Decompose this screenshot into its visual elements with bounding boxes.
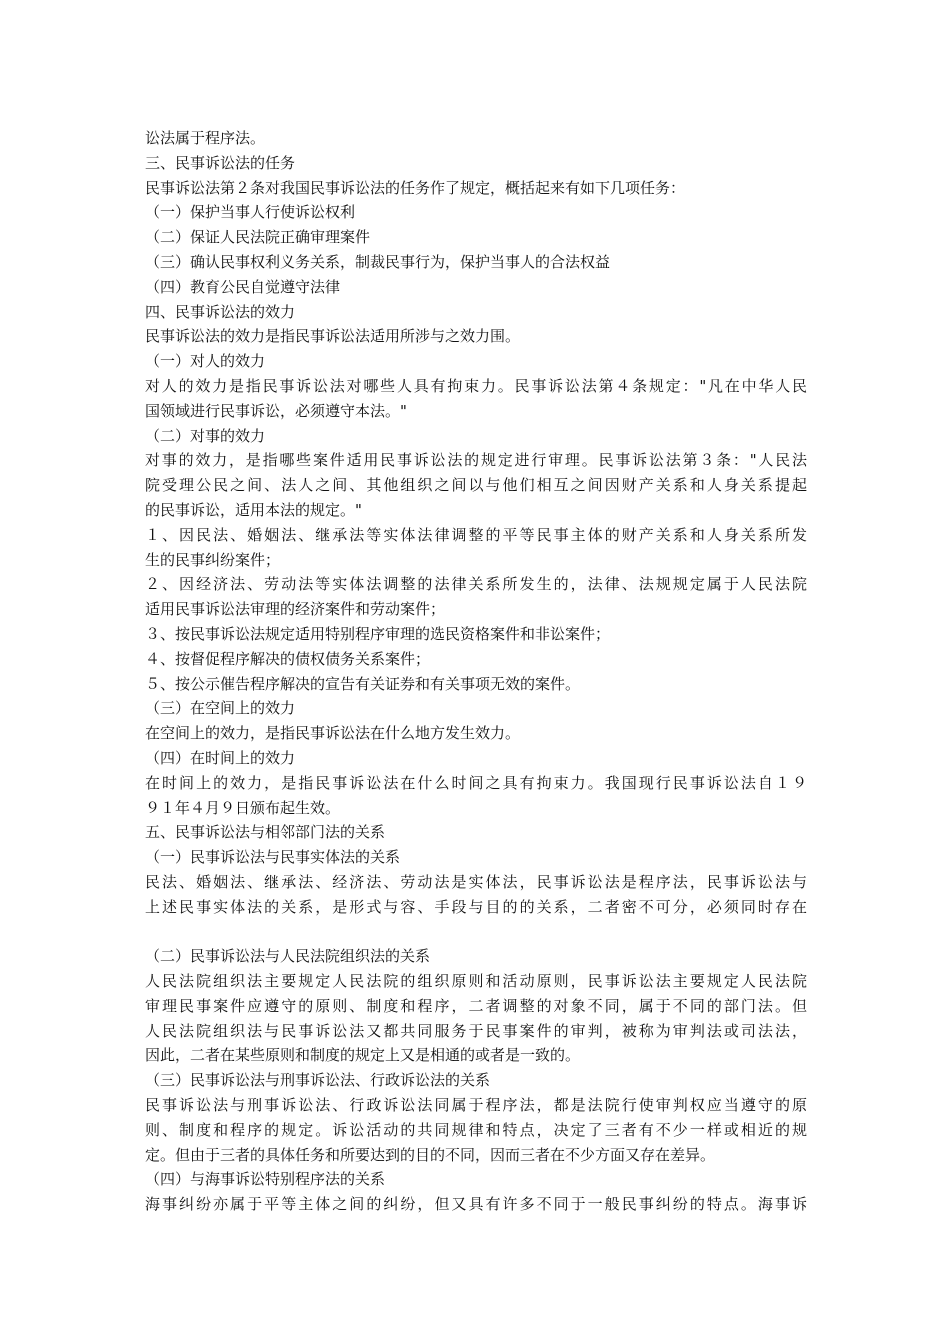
text-line: 民法、婚姻法、继承法、经济法、劳动法是实体法，民事诉讼法是程序法，民事诉讼法与	[145, 872, 807, 891]
text-line: ４、按督促程序解决的债权债务关系案件；	[145, 649, 431, 668]
text-line: 海事纠纷亦属于平等主体之间的纠纷，但又具有许多不同于一般民事纠纷的特点。海事诉	[145, 1195, 807, 1214]
text-line: 因此，二者在某些原则和制度的规定上又是相通的或者是一致的。	[145, 1046, 581, 1065]
text-line: 国领域进行民事诉讼，必须遵守本法。"	[145, 401, 407, 420]
text-line: （四）与海事诉讼特别程序法的关系	[145, 1170, 386, 1189]
text-line: 民事诉讼法与刑事诉讼法、行政诉讼法同属于程序法，都是法院行使审判权应当遵守的原	[145, 1096, 807, 1115]
text-line: 三、民事诉讼法的任务	[145, 153, 296, 172]
text-line	[145, 920, 807, 945]
text-line: （三）民事诉讼法与刑事诉讼法、行政诉讼法的关系	[145, 1071, 491, 1090]
text-line: 五、民事诉讼法与相邻部门法的关系	[145, 823, 386, 842]
text-line: ９１年４月９日颁布起生效。	[145, 798, 341, 817]
text-line: 民事诉讼法第２条对我国民事诉讼法的任务作了规定，概括起来有如下几项任务：	[145, 178, 686, 197]
text-line: 在空间上的效力，是指民事诉讼法在什么地方发生效力。	[145, 724, 521, 743]
text-line: 生的民事纠纷案件；	[145, 550, 281, 569]
text-line: （三）在空间上的效力	[145, 699, 296, 718]
text-line: １、因民法、婚姻法、继承法等实体法律调整的平等民事主体的财产关系和人身关系所发	[145, 525, 807, 544]
text-line: （四）在时间上的效力	[145, 748, 296, 767]
text-line: 民事诉讼法的效力是指民事诉讼法适用所涉与之效力围。	[145, 327, 521, 346]
text-line: ５、按公示催告程序解决的宣告有关证券和有关事项无效的案件。	[145, 674, 581, 693]
text-line: ２、因经济法、劳动法等实体法调整的法律关系所发生的，法律、法规规定属于人民法院	[145, 575, 807, 594]
text-line: 定。但由于三者的具体任务和所要达到的目的不同，因而三者在不少方面又存在差异。	[145, 1145, 716, 1164]
text-line: （一）保护当事人行使诉讼权利	[145, 203, 356, 222]
text-line: 四、民事诉讼法的效力	[145, 302, 296, 321]
text-line: （一）对人的效力	[145, 352, 266, 371]
text-line: ３、按民事诉讼法规定适用特别程序审理的选民资格案件和非讼案件；	[145, 624, 611, 643]
text-line: 上述民事实体法的关系，是形式与容、手段与目的的关系，二者密不可分，必须同时存在	[145, 897, 807, 916]
text-line: 在时间上的效力，是指民事诉讼法在什么时间之具有拘束力。我国现行民事诉讼法自１９	[145, 773, 807, 792]
text-line: 院受理公民之间、法人之间、其他组织之间以与他们相互之间因财产关系和人身关系提起	[145, 476, 807, 495]
text-line: （三）确认民事权利义务关系，制裁民事行为，保护当事人的合法权益	[145, 252, 611, 271]
document-body	[145, 126, 807, 1217]
text-line: 适用民事诉讼法审理的经济案件和劳动案件；	[145, 600, 446, 619]
text-line: 人民法院组织法与民事诉讼法又都共同服务于民事案件的审判，被称为审判法或司法法，	[145, 1021, 807, 1040]
text-line: 人民法院组织法主要规定人民法院的组织原则和活动原则，民事诉讼法主要规定人民法院	[145, 972, 807, 991]
text-line: 的民事诉讼，适用本法的规定。"	[145, 500, 362, 519]
text-line: （二）民事诉讼法与人民法院组织法的关系	[145, 947, 431, 966]
text-line: 对事的效力，是指哪些案件适用民事诉讼法的规定进行审理。民事诉讼法第３条："人民法	[145, 451, 807, 470]
text-line: （四）教育公民自觉遵守法律	[145, 277, 341, 296]
text-line: 审理民事案件应遵守的原则、制度和程序，二者调整的对象不同，属于不同的部门法。但	[145, 996, 807, 1015]
text-line: （一）民事诉讼法与民事实体法的关系	[145, 848, 401, 867]
text-line: （二）对事的效力	[145, 426, 266, 445]
text-line: （二）保证人民法院正确审理案件	[145, 228, 371, 247]
text-line: 对人的效力是指民事诉讼法对哪些人具有拘束力。民事诉讼法第４条规定："凡在中华人民	[145, 376, 807, 395]
text-line: 讼法属于程序法。	[145, 129, 266, 147]
text-line: 则、制度和程序的规定。诉讼活动的共同规律和特点，决定了三者有不少一样或相近的规	[145, 1120, 807, 1139]
